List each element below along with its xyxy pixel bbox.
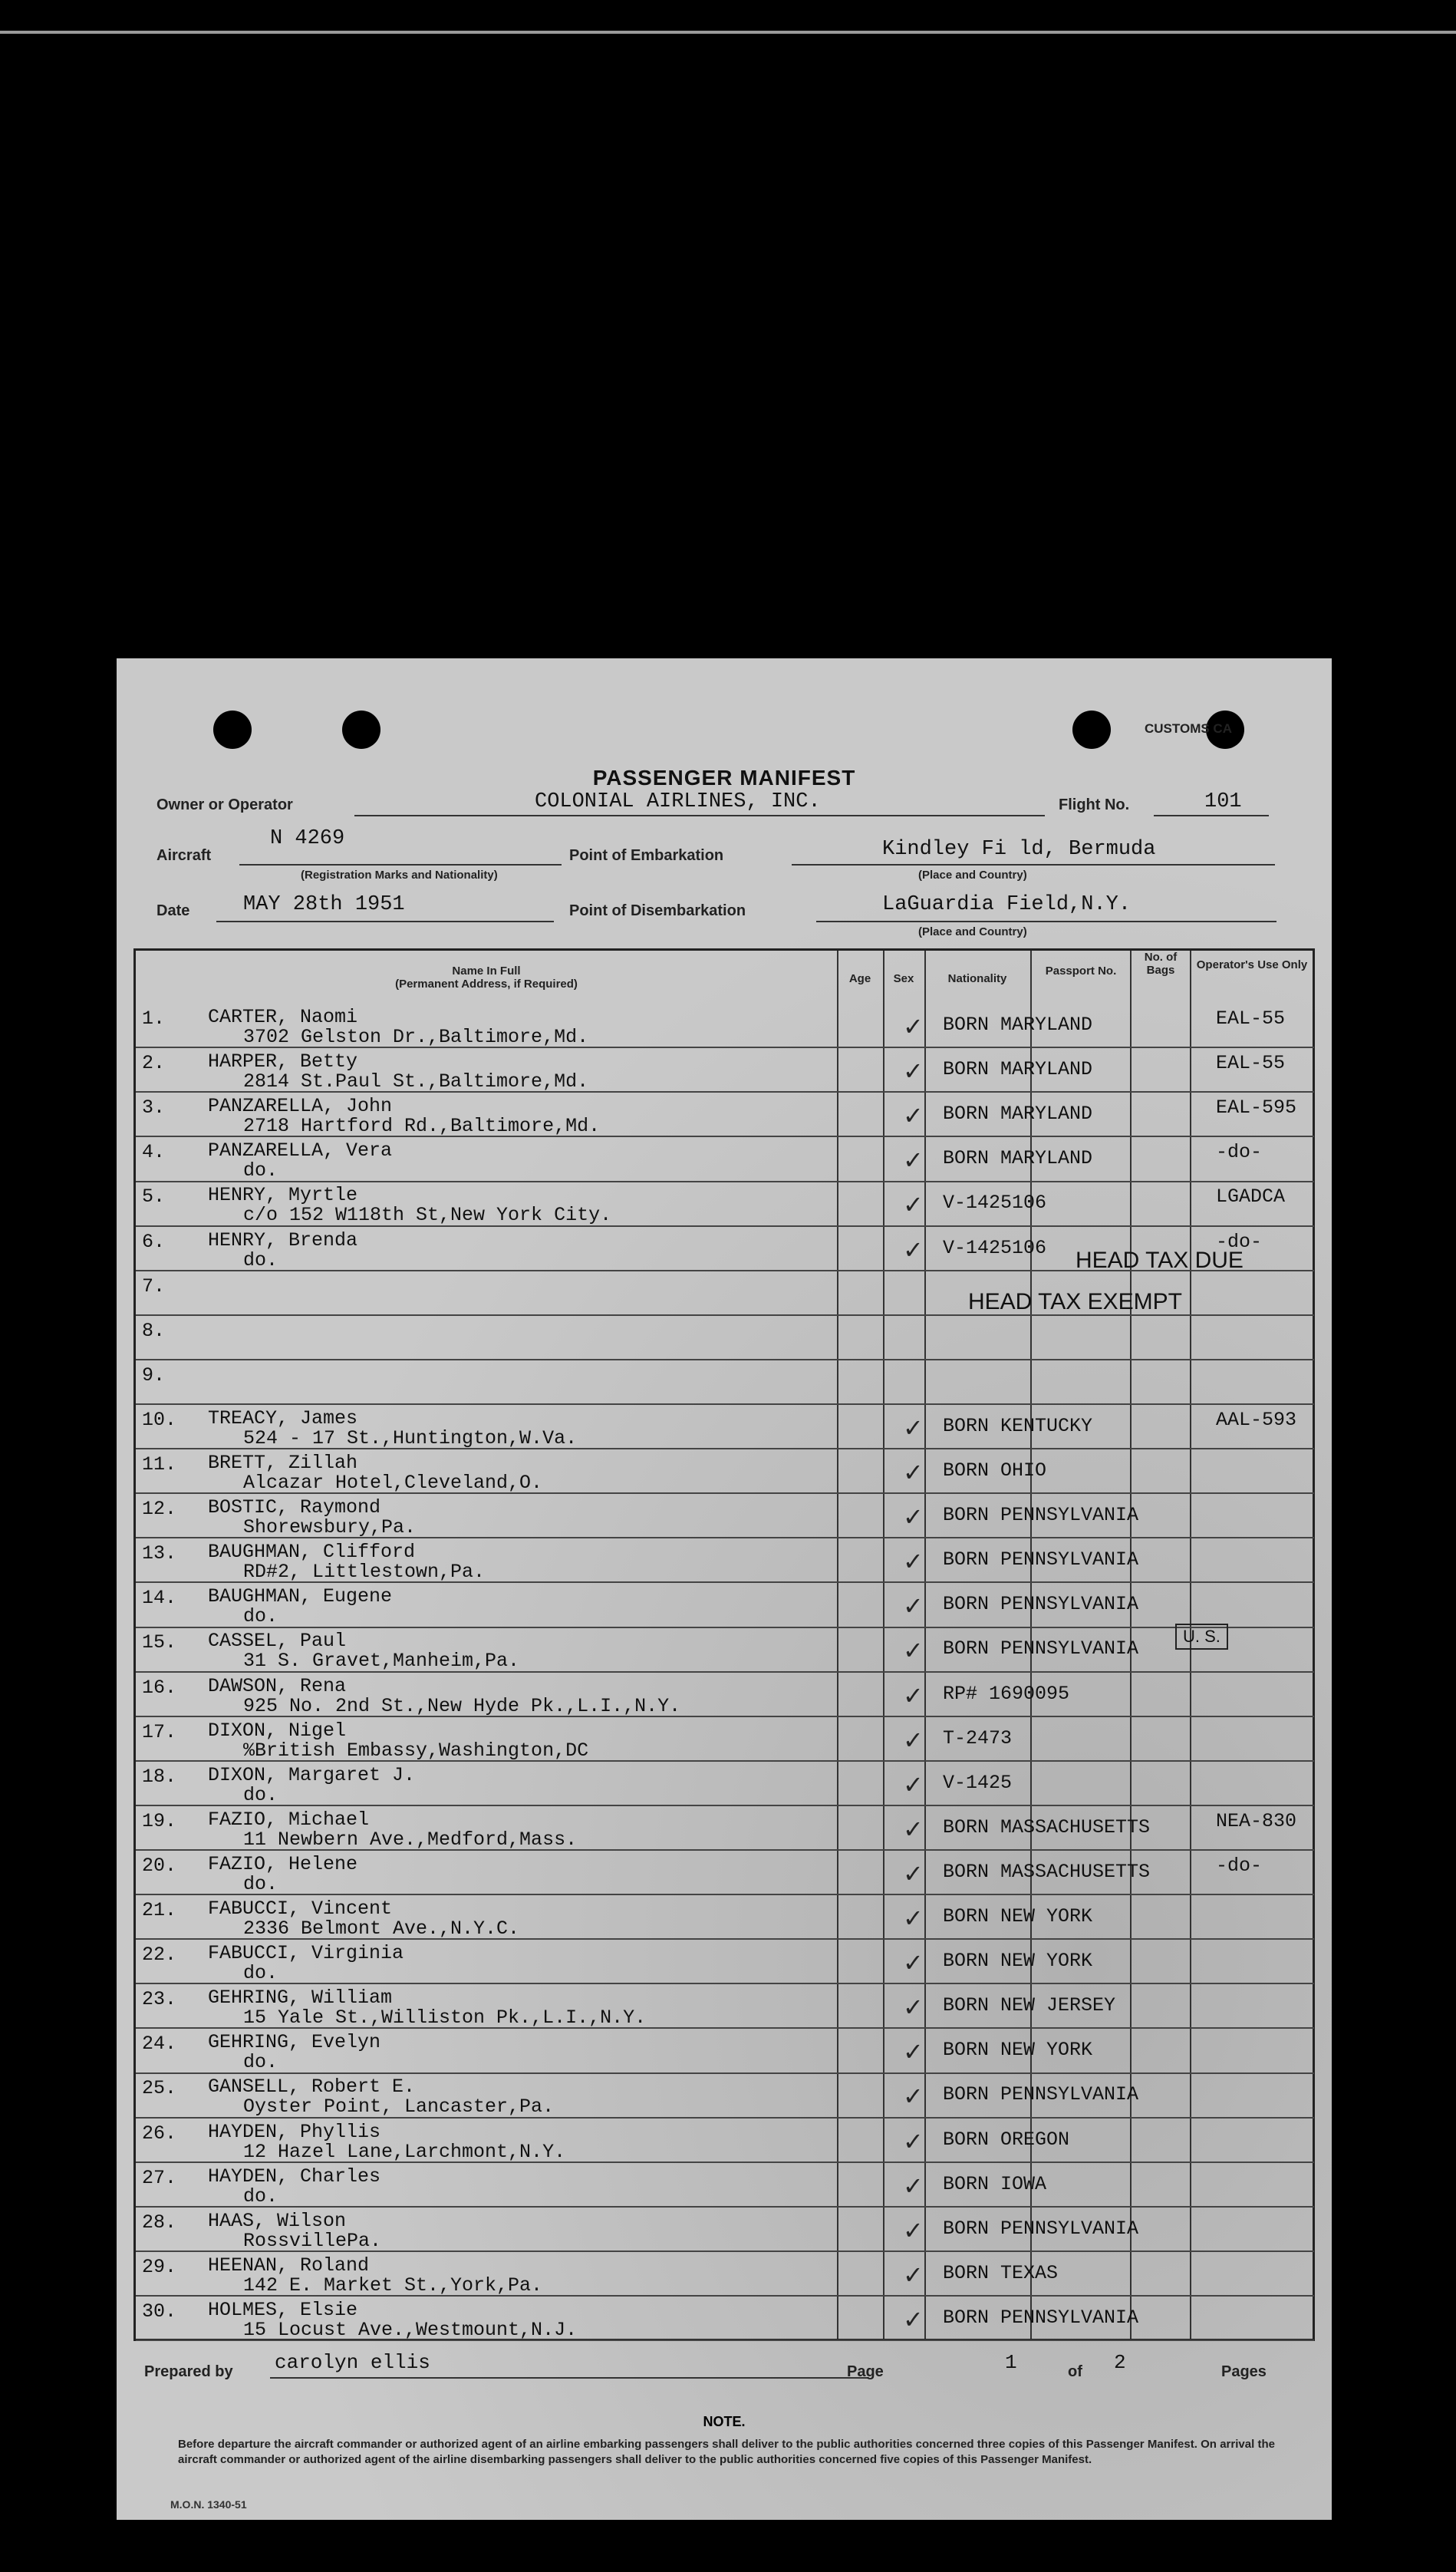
table-row bbox=[136, 2253, 1314, 2297]
table-row bbox=[136, 1049, 1314, 1093]
col-header-age: Age bbox=[848, 972, 871, 985]
row-number: 1. bbox=[142, 1007, 166, 1030]
row-number: 6. bbox=[142, 1230, 166, 1253]
passenger-address: do. bbox=[243, 1962, 278, 1985]
flight-value: 101 bbox=[1204, 790, 1242, 813]
table-row bbox=[136, 1138, 1314, 1182]
row-number: 27. bbox=[142, 2166, 177, 2189]
passenger-address: RossvillePa. bbox=[243, 2229, 382, 2252]
head-tax-exempt-stamp: HEAD TAX EXEMPT bbox=[968, 1289, 1182, 1314]
check-mark-icon: ✓ bbox=[903, 1102, 924, 1130]
check-mark-icon: ✓ bbox=[903, 2260, 924, 2289]
passenger-address: do. bbox=[243, 2051, 278, 2074]
operator-code: NEA-830 bbox=[1216, 1809, 1297, 1832]
embark-value: Kindley Fi ld, Bermuda bbox=[882, 838, 1156, 861]
aircraft-underline bbox=[239, 864, 562, 866]
owner-underline bbox=[354, 815, 1045, 816]
check-mark-icon: ✓ bbox=[903, 1235, 924, 1264]
table-row bbox=[136, 2164, 1314, 2208]
check-mark-icon: ✓ bbox=[903, 1770, 924, 1799]
table-row bbox=[136, 1807, 1314, 1851]
punch-hole bbox=[213, 711, 252, 749]
flight-label: Flight No. bbox=[1059, 796, 1130, 813]
passenger-address: %British Embassy,Washington,DC bbox=[243, 1739, 589, 1762]
table-row bbox=[136, 1317, 1314, 1360]
check-mark-icon: ✓ bbox=[903, 1681, 924, 1710]
row-number: 25. bbox=[142, 2077, 177, 2100]
operator-code: -do- bbox=[1216, 1141, 1263, 1164]
passenger-table bbox=[133, 948, 1315, 2341]
passenger-name: HOLMES, Elsie bbox=[208, 2298, 358, 2321]
passenger-address: do. bbox=[243, 1605, 278, 1628]
row-number: 3. bbox=[142, 1096, 166, 1119]
table-row bbox=[136, 1361, 1314, 1405]
passenger-nationality: BORN NEW JERSEY bbox=[943, 1994, 1116, 2017]
table-row bbox=[136, 1450, 1314, 1494]
passenger-name: FAZIO, Michael bbox=[208, 1808, 370, 1831]
passenger-name: GEHRING, Evelyn bbox=[208, 2031, 381, 2054]
row-number: 7. bbox=[142, 1274, 166, 1298]
pages-label: Pages bbox=[1221, 2363, 1267, 2380]
disembark-caption: (Place and Country) bbox=[918, 925, 1027, 938]
row-number: 28. bbox=[142, 2211, 177, 2234]
col-header-nationality: Nationality bbox=[947, 972, 1007, 985]
row-number: 29. bbox=[142, 2255, 177, 2278]
passenger-name: FAZIO, Helene bbox=[208, 1852, 358, 1875]
passenger-nationality: BORN PENNSYLVANIA bbox=[943, 1504, 1139, 1527]
row-number: 15. bbox=[142, 1631, 177, 1654]
passenger-nationality: RP# 1690095 bbox=[943, 1682, 1070, 1705]
prepared-value: carolyn ellis bbox=[275, 2351, 430, 2374]
check-mark-icon: ✓ bbox=[903, 1413, 924, 1442]
passenger-nationality: BORN NEW YORK bbox=[943, 1950, 1093, 1973]
customs-stamp: CUSTOMS CA bbox=[1145, 721, 1232, 736]
table-row bbox=[136, 1628, 1314, 1672]
passenger-nationality: V-1425106 bbox=[943, 1236, 1047, 1259]
disembark-underline bbox=[816, 921, 1276, 922]
passenger-name: DAWSON, Rena bbox=[208, 1674, 347, 1697]
passenger-address: 15 Yale St.,Williston Pk.,L.I.,N.Y. bbox=[243, 2006, 647, 2030]
operator-code: EAL-55 bbox=[1216, 1007, 1286, 1030]
passenger-address: do. bbox=[243, 1783, 278, 1806]
check-mark-icon: ✓ bbox=[903, 1191, 924, 1219]
passenger-address: 31 S. Gravet,Manheim,Pa. bbox=[243, 1650, 520, 1673]
check-mark-icon: ✓ bbox=[903, 1859, 924, 1888]
passenger-name: FABUCCI, Virginia bbox=[208, 1942, 404, 1965]
operator-code: -do- bbox=[1216, 1854, 1263, 1877]
operator-code: -do- bbox=[1216, 1230, 1263, 1253]
row-number: 4. bbox=[142, 1141, 166, 1164]
row-number: 9. bbox=[142, 1363, 166, 1387]
row-number: 26. bbox=[142, 2122, 177, 2145]
check-mark-icon: ✓ bbox=[903, 2127, 924, 2155]
check-mark-icon: ✓ bbox=[903, 1057, 924, 1086]
table-row bbox=[136, 2074, 1314, 2118]
operator-code: LGADCA bbox=[1216, 1185, 1286, 1209]
passenger-nationality: BORN PENNSYLVANIA bbox=[943, 1637, 1139, 1660]
embark-label: Point of Embarkation bbox=[569, 847, 724, 864]
col-name-subtitle: (Permanent Address, if Required) bbox=[395, 978, 578, 991]
passenger-nationality: V-1425 bbox=[943, 1771, 1013, 1794]
passenger-name: HARPER, Betty bbox=[208, 1050, 358, 1073]
check-mark-icon: ✓ bbox=[903, 1993, 924, 2022]
passenger-name: BAUGHMAN, Eugene bbox=[208, 1585, 393, 1608]
aircraft-caption: (Registration Marks and Nationality) bbox=[301, 869, 498, 882]
row-number: 8. bbox=[142, 1319, 166, 1342]
col-header-operator: Operator's Use Only bbox=[1196, 958, 1308, 971]
passenger-nationality: BORN OHIO bbox=[943, 1459, 1047, 1482]
passenger-name: HEENAN, Roland bbox=[208, 2254, 370, 2277]
passenger-nationality: BORN MARYLAND bbox=[943, 1058, 1093, 1081]
passenger-name: BRETT, Zillah bbox=[208, 1452, 358, 1474]
embark-caption: (Place and Country) bbox=[918, 869, 1027, 882]
row-number: 21. bbox=[142, 1899, 177, 1921]
check-mark-icon: ✓ bbox=[903, 1726, 924, 1754]
passenger-address: 12 Hazel Lane,Larchmont,N.Y. bbox=[243, 2140, 566, 2163]
punch-hole bbox=[342, 711, 380, 749]
owner-value: COLONIAL AIRLINES, INC. bbox=[535, 790, 821, 813]
check-mark-icon: ✓ bbox=[903, 1503, 924, 1532]
passenger-address: Oyster Point, Lancaster,Pa. bbox=[243, 2096, 555, 2119]
page-title: PASSENGER MANIFEST bbox=[592, 766, 856, 790]
row-number: 18. bbox=[142, 1765, 177, 1788]
passenger-nationality: BORN MASSACHUSETTS bbox=[943, 1815, 1151, 1838]
row-number: 22. bbox=[142, 1944, 177, 1967]
table-row bbox=[136, 2297, 1314, 2341]
page-total: 2 bbox=[1114, 2351, 1126, 2374]
check-mark-icon: ✓ bbox=[903, 1013, 924, 1040]
table-row bbox=[136, 1539, 1314, 1583]
passenger-name: HAYDEN, Charles bbox=[208, 2165, 381, 2188]
col-header-name bbox=[136, 964, 837, 991]
passenger-name: DIXON, Margaret J. bbox=[208, 1763, 416, 1786]
row-number: 12. bbox=[142, 1498, 177, 1521]
check-mark-icon: ✓ bbox=[903, 1592, 924, 1621]
passenger-nationality: BORN PENNSYLVANIA bbox=[943, 2306, 1139, 2329]
passenger-nationality: T-2473 bbox=[943, 1726, 1013, 1749]
check-mark-icon: ✓ bbox=[903, 2305, 924, 2333]
check-mark-icon: ✓ bbox=[903, 2082, 924, 2111]
note-text: Before departure the aircraft commander or authorized agent of an airline embarking passengers shall deliver to the public authorities concerned three copies of this Passenger Manifest. On arrival the aircraft commander or authorized agent of the airline disembarking passengers shall deliver to the public authorities concerned five copies of this Passenger Manifest. bbox=[178, 2438, 1275, 2466]
row-number: 19. bbox=[142, 1809, 177, 1832]
flight-underline bbox=[1154, 815, 1269, 816]
passenger-address: c/o 152 W118th St,New York City. bbox=[243, 1204, 612, 1227]
passenger-name: DIXON, Nigel bbox=[208, 1719, 347, 1742]
passenger-name: BOSTIC, Raymond bbox=[208, 1496, 381, 1519]
note-title: NOTE. bbox=[703, 2414, 746, 2429]
col-header-bags: No. of Bags bbox=[1144, 951, 1178, 977]
row-number: 23. bbox=[142, 1988, 177, 2011]
passenger-nationality: BORN KENTUCKY bbox=[943, 1414, 1093, 1437]
passenger-nationality: V-1425106 bbox=[943, 1192, 1047, 1215]
passenger-name: HENRY, Myrtle bbox=[208, 1184, 358, 1207]
passenger-address: RD#2, Littlestown,Pa. bbox=[243, 1561, 486, 1584]
film-edge-line bbox=[0, 31, 1456, 34]
passenger-address: 524 - 17 St.,Huntington,W.Va. bbox=[243, 1426, 578, 1449]
check-mark-icon: ✓ bbox=[903, 1146, 924, 1175]
passenger-name: PANZARELLA, John bbox=[208, 1095, 393, 1118]
passenger-nationality: BORN MARYLAND bbox=[943, 1103, 1093, 1126]
owner-label: Owner or Operator bbox=[156, 796, 293, 813]
table-row bbox=[136, 2208, 1314, 2252]
check-mark-icon: ✓ bbox=[903, 2038, 924, 2066]
date-label: Date bbox=[156, 902, 190, 919]
passenger-address: do. bbox=[243, 1872, 278, 1895]
passenger-address: Shorewsbury,Pa. bbox=[243, 1516, 417, 1539]
passenger-nationality: BORN NEW YORK bbox=[943, 1905, 1093, 1927]
disembark-value: LaGuardia Field,N.Y. bbox=[882, 893, 1132, 916]
table-row bbox=[136, 1718, 1314, 1762]
table-row bbox=[136, 1584, 1314, 1627]
passenger-name: TREACY, James bbox=[208, 1406, 358, 1429]
row-number: 24. bbox=[142, 2033, 177, 2056]
page-label: Page bbox=[847, 2363, 884, 2380]
passenger-nationality: BORN NEW YORK bbox=[943, 2039, 1093, 2062]
date-value: MAY 28th 1951 bbox=[243, 893, 405, 916]
table-row bbox=[136, 1896, 1314, 1940]
operator-code: EAL-55 bbox=[1216, 1052, 1286, 1075]
passenger-address: do. bbox=[243, 1248, 278, 1271]
aircraft-value: N 4269 bbox=[270, 827, 345, 850]
passenger-name: HAAS, Wilson bbox=[208, 2209, 347, 2232]
row-number: 17. bbox=[142, 1720, 177, 1743]
page-number: 1 bbox=[1005, 2351, 1017, 2374]
passenger-name: HENRY, Brenda bbox=[208, 1228, 358, 1251]
passenger-name: CASSEL, Paul bbox=[208, 1630, 347, 1653]
prepared-underline bbox=[270, 2377, 868, 2379]
passenger-address: do. bbox=[243, 1159, 278, 1182]
date-underline bbox=[216, 921, 554, 922]
prepared-label: Prepared by bbox=[144, 2363, 233, 2380]
head-tax-due-stamp: HEAD TAX DUE bbox=[1076, 1248, 1244, 1273]
aircraft-label: Aircraft bbox=[156, 847, 212, 864]
passenger-nationality: BORN PENNSYLVANIA bbox=[943, 1593, 1139, 1616]
passenger-address: 2336 Belmont Ave.,N.Y.C. bbox=[243, 1917, 520, 1940]
check-mark-icon: ✓ bbox=[903, 1815, 924, 1843]
passenger-nationality: BORN TEXAS bbox=[943, 2261, 1059, 2284]
passenger-nationality: BORN PENNSYLVANIA bbox=[943, 2083, 1139, 2106]
us-stamp: U. S. bbox=[1175, 1624, 1228, 1650]
check-mark-icon: ✓ bbox=[903, 1949, 924, 1977]
table-row bbox=[136, 1985, 1314, 2029]
row-number: 14. bbox=[142, 1587, 177, 1610]
check-mark-icon: ✓ bbox=[903, 1637, 924, 1665]
form-id: M.O.N. 1340-51 bbox=[170, 2498, 247, 2511]
passenger-name: HAYDEN, Phyllis bbox=[208, 2120, 381, 2143]
table-row bbox=[136, 2030, 1314, 2073]
passenger-address: 925 No. 2nd St.,New Hyde Pk.,L.I.,N.Y. bbox=[243, 1694, 681, 1717]
row-number: 20. bbox=[142, 1854, 177, 1877]
row-number: 10. bbox=[142, 1408, 177, 1431]
passenger-address: 2718 Hartford Rd.,Baltimore,Md. bbox=[243, 1115, 601, 1138]
passenger-address: 15 Locust Ave.,Westmount,N.J. bbox=[243, 2318, 578, 2341]
passenger-nationality: BORN PENNSYLVANIA bbox=[943, 2217, 1139, 2240]
table-row bbox=[136, 1182, 1314, 1226]
table-row bbox=[136, 2119, 1314, 2163]
table-row bbox=[136, 1495, 1314, 1538]
passenger-address: 2814 St.Paul St.,Baltimore,Md. bbox=[243, 1070, 589, 1093]
table-row bbox=[136, 1093, 1314, 1137]
table-row bbox=[136, 1762, 1314, 1806]
operator-code: EAL-595 bbox=[1216, 1096, 1297, 1119]
of-label: of bbox=[1068, 2363, 1082, 2380]
embark-underline bbox=[792, 864, 1275, 866]
row-number: 13. bbox=[142, 1542, 177, 1565]
operator-code: AAL-593 bbox=[1216, 1408, 1297, 1431]
manifest-document bbox=[117, 658, 1332, 2520]
row-number: 2. bbox=[142, 1052, 166, 1075]
passenger-name: FABUCCI, Vincent bbox=[208, 1898, 393, 1920]
check-mark-icon: ✓ bbox=[903, 1548, 924, 1576]
passenger-address: 11 Newbern Ave.,Medford,Mass. bbox=[243, 1828, 578, 1851]
punch-hole bbox=[1072, 711, 1111, 749]
table-row bbox=[136, 1941, 1314, 1984]
passenger-name: BAUGHMAN, Clifford bbox=[208, 1541, 416, 1564]
row-number: 11. bbox=[142, 1453, 177, 1476]
row-number: 5. bbox=[142, 1185, 166, 1209]
passenger-name: PANZARELLA, Vera bbox=[208, 1139, 393, 1162]
passenger-name: CARTER, Naomi bbox=[208, 1006, 358, 1028]
check-mark-icon: ✓ bbox=[903, 1904, 924, 1932]
passenger-nationality: BORN MARYLAND bbox=[943, 1147, 1093, 1170]
passenger-name: GEHRING, William bbox=[208, 1987, 393, 2010]
passenger-nationality: BORN PENNSYLVANIA bbox=[943, 1548, 1139, 1571]
table-row bbox=[136, 1406, 1314, 1449]
table-row bbox=[136, 1673, 1314, 1717]
check-mark-icon: ✓ bbox=[903, 1459, 924, 1486]
passenger-address: 3702 Gelston Dr.,Baltimore,Md. bbox=[243, 1026, 589, 1048]
passenger-nationality: BORN OREGON bbox=[943, 2128, 1070, 2151]
table-row bbox=[136, 1004, 1314, 1048]
check-mark-icon: ✓ bbox=[903, 2171, 924, 2200]
passenger-nationality: BORN IOWA bbox=[943, 2172, 1047, 2195]
col-name-title: Name In Full bbox=[452, 964, 521, 978]
passenger-address: do. bbox=[243, 2185, 278, 2208]
passenger-nationality: BORN MASSACHUSETTS bbox=[943, 1860, 1151, 1883]
passenger-nationality: BORN MARYLAND bbox=[943, 1014, 1093, 1036]
table-row bbox=[136, 1852, 1314, 1895]
row-number: 16. bbox=[142, 1676, 177, 1699]
row-number: 30. bbox=[142, 2300, 177, 2323]
col-header-passport: Passport No. bbox=[1045, 964, 1117, 978]
passenger-address: 142 E. Market St.,York,Pa. bbox=[243, 2274, 543, 2297]
col-header-sex: Sex bbox=[893, 972, 914, 985]
check-mark-icon: ✓ bbox=[903, 2216, 924, 2244]
passenger-name: GANSELL, Robert E. bbox=[208, 2076, 416, 2099]
disembark-label: Point of Disembarkation bbox=[569, 902, 746, 919]
passenger-address: Alcazar Hotel,Cleveland,O. bbox=[243, 1472, 543, 1494]
